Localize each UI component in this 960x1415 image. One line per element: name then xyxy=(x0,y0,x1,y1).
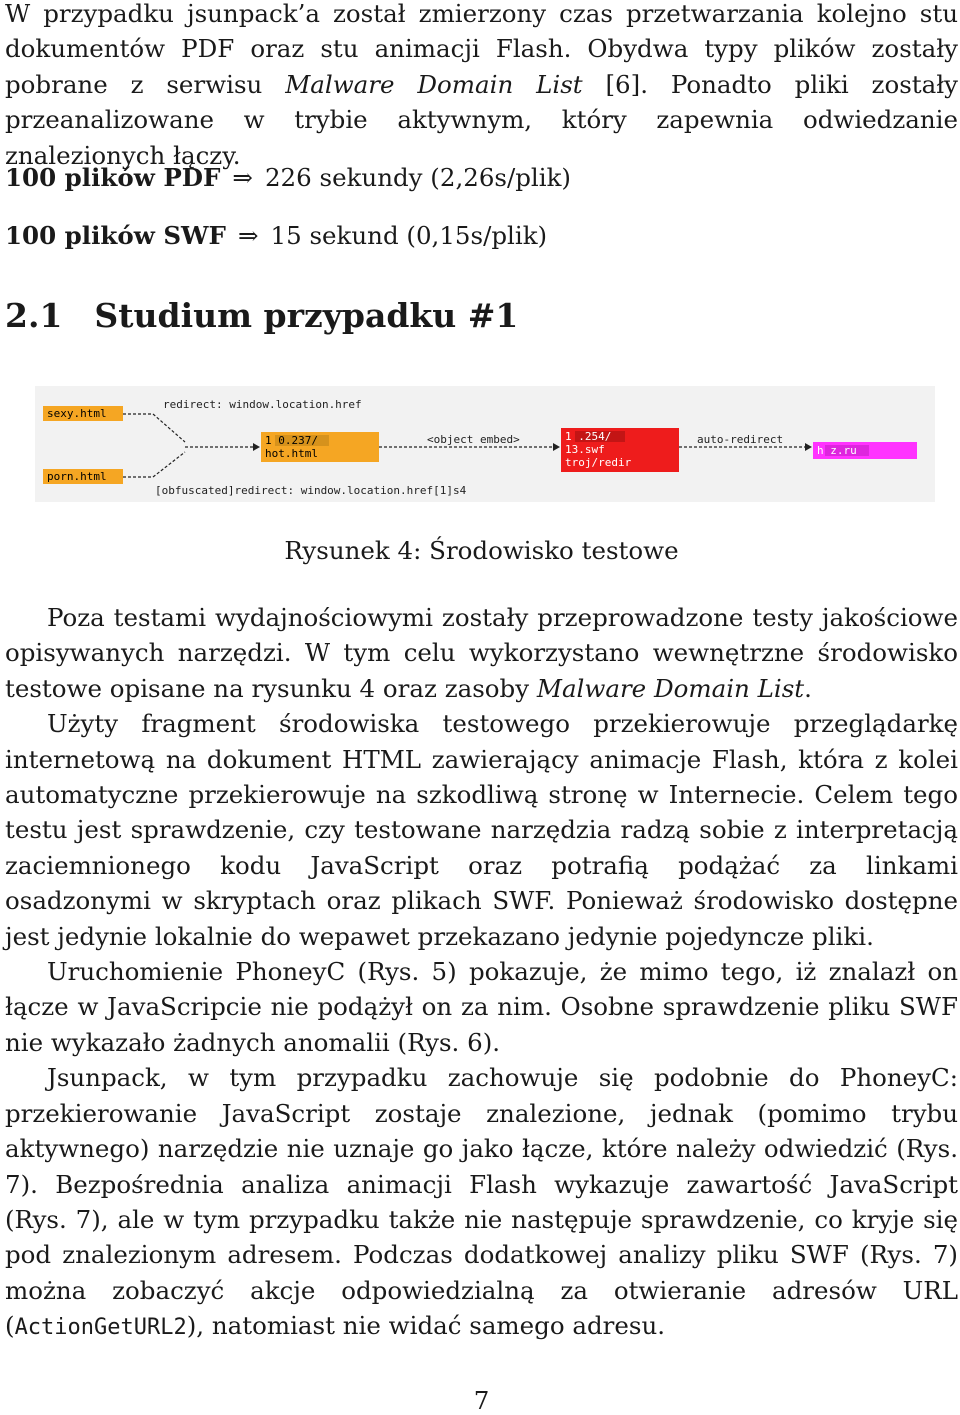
porn-html-label: porn.html xyxy=(47,470,107,483)
text-run: Poza testami wydajnościowymi zostały przeprowadzone testy jakościowe opisywanych narzędzi. W tym celu wykorzystano wewnętrzne środowisko testowe opisane na rysunku 4 oraz zasoby xyxy=(5,603,958,703)
figure-test-environment xyxy=(35,386,935,502)
hot-box-line1: 1 0.237/ xyxy=(265,434,318,447)
italic-run: Malware Domain List xyxy=(536,673,805,703)
text-run: W przypadku jsunpack’a został zmierzony czas przetwarzania kolejno stu dokumentów PDF oraz stu animacji Flash. Obydwa typy plików zostały pobrane z serwisu xyxy=(5,0,958,99)
arrow-head-icon xyxy=(253,443,260,451)
caption-prefix: Rysunek 4: xyxy=(284,536,422,565)
flow-diagram xyxy=(35,386,935,502)
paragraph-intro xyxy=(5,0,958,173)
implies-arrow: ⇒ xyxy=(232,163,253,192)
implies-arrow: ⇒ xyxy=(237,221,259,250)
redirect-top-label: redirect: window.location.href xyxy=(163,398,362,411)
italic-run: Malware Domain List xyxy=(285,69,583,99)
text-run: ), natomiast nie widać samego adresu. xyxy=(186,1311,666,1341)
stat-value: 15 sekund (0,15s/plik) xyxy=(270,221,548,250)
redirect-bottom-label: [obfuscated]redirect: window.location.href[1]s4 xyxy=(155,484,467,497)
paragraph-environment: Użyty fragment środowiska testowego przekierowuje przeglądarkę internetową na dokument HTML zawierający animacje Flash, która z kolei automatyczne przekierowuje na szkodliwą stronę w Internecie. Celem tego testu jest sprawdzenie, czy testowane narzędzia radzą sobie z interpretacją zaciemnionego kodu JavaScript oraz potrafią podążać za linkami osadzonymi w skryptach oraz plikach SWF. Ponieważ środowisko dostępne jest jedynie lokalnie do wepawet przekazano jedynie pojedyncze pliki. xyxy=(5,709,958,951)
page-number: 7 xyxy=(473,1386,490,1415)
arrow-head-icon xyxy=(805,443,812,451)
swf-box-line3: troj/redir xyxy=(565,456,632,469)
body-text xyxy=(5,600,958,1346)
connector-bottom xyxy=(123,452,185,477)
paragraph-phoneyc: Uruchomienie PhoneyC (Rys. 5) pokazuje, że mimo tego, iż znalazł on łącze w JavaScripcie nie podążył on za nim. Osobne sprawdzenie pliku SWF nie wykazało żadnych anomalii (Rys. 6). xyxy=(5,957,958,1057)
section-number: 2.1 xyxy=(5,296,63,335)
figure-caption xyxy=(5,536,958,565)
paragraph-quality-tests xyxy=(5,600,958,706)
swf-box-line2: 13.swf xyxy=(565,443,605,456)
stat-label: 100 plików PDF xyxy=(5,163,221,192)
section-title: Studium przypadku #1 xyxy=(94,296,519,335)
stat-swf xyxy=(5,221,547,251)
text-run: [6]. Ponadto pliki zostały przeanalizowane w trybie aktywnym, który zapewnia odwiedzanie znalezionych łączy. xyxy=(5,69,959,170)
sexy-html-label: sexy.html xyxy=(47,407,107,420)
arrow-head-icon xyxy=(553,443,560,451)
text-run: . xyxy=(804,673,812,703)
auto-redirect-label: auto-redirect xyxy=(697,433,784,446)
stat-label: 100 plików SWF xyxy=(5,221,226,250)
object-embed-label: <object embed> xyxy=(427,433,520,446)
connector-top xyxy=(123,414,185,442)
swf-box-line1: 1 .254/ xyxy=(565,430,612,443)
caption-text: Środowisko testowe xyxy=(429,536,679,565)
text-run: Jsunpack, w tym przypadku zachowuje się podobnie do PhoneyC: przekierowanie JavaScript zostaje znalezione, jednak (pomimo trybu aktywnego) narzędzie nie uznaje go jako łącze, które należy odwiedzić (Rys. 7). Bezpośrednia analiza animacji Flash wykazuje zawartość JavaScript (Rys. 7), ale w tym przypadku także nie następuje sprawdzenie, co kryje się pod znalezionym adresem. Podczas dodatkowej analizy pliku SWF (Rys. 7) można zobaczyć akcje odpowiedzialną za otwieranie adresów URL ( xyxy=(5,1063,958,1341)
stat-value: 226 sekundy (2,26s/plik) xyxy=(264,163,571,192)
stat-pdf xyxy=(5,163,571,193)
section-heading xyxy=(5,296,518,335)
paragraph-jsunpack xyxy=(5,1060,958,1345)
code-run: ActionGetURL2 xyxy=(14,1315,187,1341)
hot-box-line2: hot.html xyxy=(265,447,318,460)
malicious-site-label: h z.ru xyxy=(817,444,857,457)
